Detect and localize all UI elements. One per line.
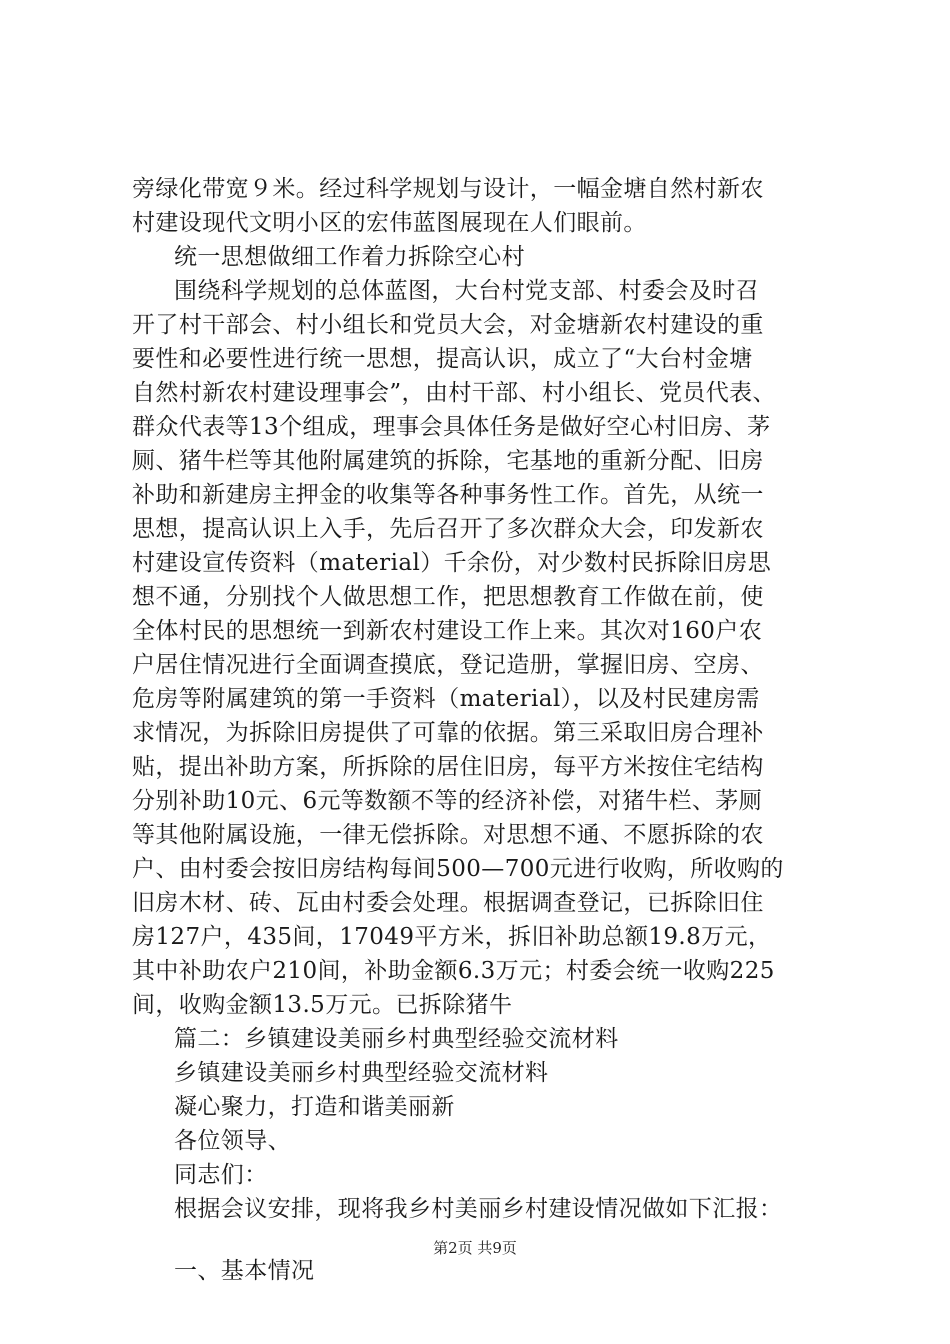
text-line: 想不通，分别找个人做思想工作，把思想教育工作做在前，使 [132,584,764,610]
text-line: 房127户，435间，17049平方米，拆旧补助总额19.8万元， [132,924,772,950]
text-line: 旁绿化带宽９米。经过科学规划与设计，一幅金塘自然村新农 [132,176,764,202]
text-line: 分别补助10元、6元等数额不等的经济补偿，对猪牛栏、茅厕 [132,788,763,814]
text-line: 思想，提高认识上入手，先后召开了多次群众大会，印发新农 [132,516,764,542]
page-footer: 第2页 共9页 [433,1239,517,1257]
text-line: 一、基本情况 [174,1258,315,1284]
text-line: 村建设宣传资料（material）千余份，对少数村民拆除旧房思 [132,550,772,576]
text-line: 求情况，为拆除旧房提供了可靠的依据。第三采取旧房合理补 [132,720,764,746]
text-line: 厕、猪牛栏等其他附属建筑的拆除，宅基地的重新分配、旧房 [132,448,764,474]
text-line: 户居住情况进行全面调查摸底，登记造册，掌握旧房、空房、 [132,652,764,678]
text-line: 危房等附属建筑的第一手资料（material），以及村民建房需 [132,686,760,712]
text-line: 各位领导、 [174,1128,291,1154]
text-line: 开了村干部会、村小组长和党员大会，对金塘新农村建设的重 [132,312,764,338]
text-line: 统一思想做细工作着力拆除空心村 [174,244,525,270]
text-line: 凝心聚力，打造和谐美丽新 [174,1094,455,1120]
text-line: 贴，提出补助方案，所拆除的居住旧房，每平方米按住宅结构 [132,754,764,780]
text-line: 要性和必要性进行统一思想，提高认识，成立了“大台村金塘 [132,346,753,372]
text-line: 围绕科学规划的总体蓝图，大台村党支部、村委会及时召 [174,278,759,304]
text-line: 补助和新建房主押金的收集等各种事务性工作。首先，从统一 [132,482,764,508]
text-line: 乡镇建设美丽乡村典型经验交流材料 [174,1060,549,1086]
text-line: 旧房木材、砖、瓦由村委会处理。根据调查登记，已拆除旧住 [132,890,764,916]
text-line: 同志们： [174,1162,268,1188]
text-line: 篇二：乡镇建设美丽乡村典型经验交流材料 [174,1026,619,1052]
text-line: 间，收购金额13.5万元。已拆除猪牛 [132,992,513,1018]
text-line: 等其他附属设施，一律无偿拆除。对思想不通、不愿拆除的农 [132,822,764,848]
text-line: 户、由村委会按旧房结构每间500—700元进行收购，所收购的 [132,856,784,882]
text-line: 其中补助农户210间，补助金额6.3万元；村委会统一收购225 [132,958,775,984]
document-body [132,172,832,1288]
text-line: 根据会议安排，现将我乡村美丽乡村建设情况做如下汇报： [174,1196,783,1222]
text-line: 全体村民的思想统一到新农村建设工作上来。其次对160户农 [132,618,763,644]
text-line: 自然村新农村建设理事会”，由村干部、村小组长、党员代表、 [132,380,776,406]
text-line: 群众代表等13个组成，理事会具体任务是做好空心村旧房、茅 [132,414,771,440]
text-line: 村建设现代文明小区的宏伟蓝图展现在人们眼前。 [132,210,647,236]
